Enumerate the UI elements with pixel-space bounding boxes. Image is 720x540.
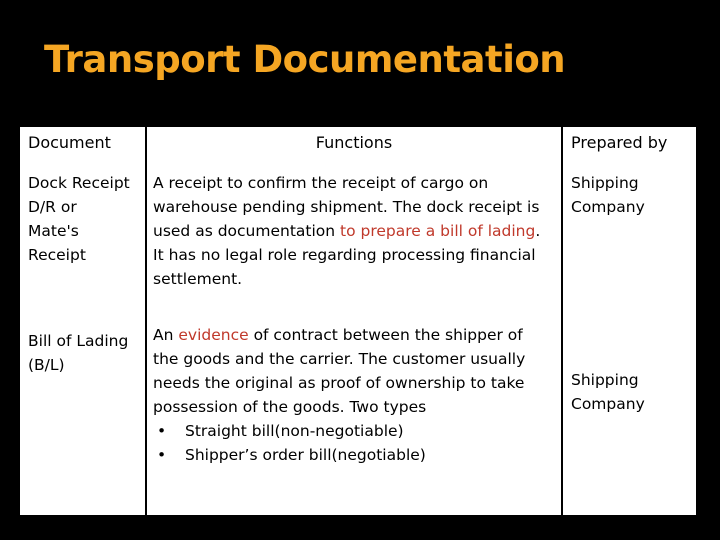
header-prepared-by: Prepared by [571, 133, 668, 152]
row2-prepared-line: Shipping [571, 371, 639, 389]
row2-function-text: An [153, 326, 179, 344]
row2-prepared-line: Company [571, 395, 645, 413]
row1-prepared-line: Company [571, 198, 645, 216]
header-document: Document [28, 133, 111, 152]
row1-prepared-line: Shipping [571, 174, 639, 192]
row2-functions [153, 323, 553, 467]
row2-prepared-by [571, 368, 645, 416]
row1-document-line: D/R or [28, 198, 77, 216]
bill-types-list [153, 419, 553, 467]
row1-document-line: Dock Receipt [28, 174, 130, 192]
list-item [153, 419, 553, 443]
documentation-table [18, 125, 698, 517]
bullet-icon: • [157, 446, 167, 464]
row2-document [28, 329, 144, 377]
row1-function-text: . It has no legal role regarding processing financial settlement. [153, 222, 541, 288]
row2-document-line: Bill of Lading [28, 332, 129, 350]
list-item [153, 443, 553, 467]
header-functions: Functions [315, 133, 393, 152]
bullet-text: Shipper’s order bill(negotiable) [185, 446, 426, 464]
bullet-icon: • [157, 422, 167, 440]
row2-function-paragraph [153, 323, 553, 419]
slide-title: Transport Documentation [44, 38, 566, 81]
row1-function-text: A receipt to confirm the receipt of cargo on warehouse pending shipment. The dock receipt is used as documentation [153, 174, 540, 240]
column-divider [145, 127, 147, 515]
row1-document-line: Mate's [28, 222, 79, 240]
row1-document-line: Receipt [28, 246, 86, 264]
bullet-text: Straight bill(non-negotiable) [185, 422, 404, 440]
row1-prepared-by [571, 171, 645, 219]
row2-document-line: (B/L) [28, 356, 65, 374]
row1-function-highlight: to prepare a bill of lading [340, 222, 536, 240]
row2-function-highlight: evidence [178, 326, 249, 344]
row1-functions [153, 171, 553, 291]
row1-document [28, 171, 144, 267]
row2-function-text: of contract between the shipper of the goods and the carrier. The customer usually needs the original as proof of ownership to take possession of the goods. Two types [153, 326, 526, 416]
column-divider [561, 127, 563, 515]
